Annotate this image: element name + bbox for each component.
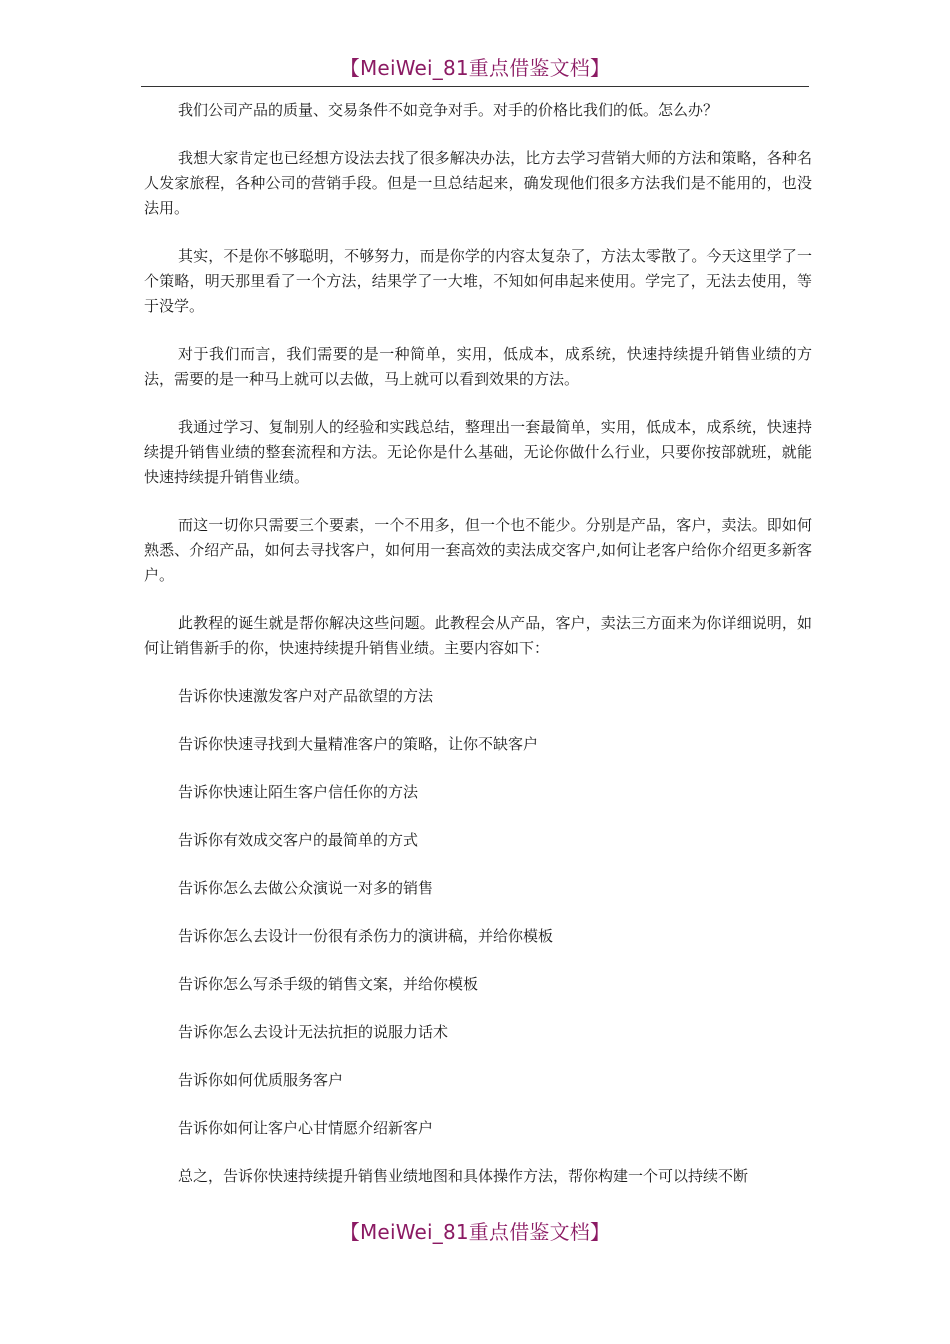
paragraph-5: 我通过学习、复制别人的经验和实践总结，整理出一套最简单，实用，低成本，成系统，快速持续提升销售业绩的整套流程和方法。无论你是什么基础，无论你做什么行业，只要你按部就班，就能快速持续提升销售业绩。 bbox=[144, 418, 812, 486]
list-item: 告诉你怎么写杀手级的销售文案，并给你模板 bbox=[178, 975, 479, 993]
paragraph-1: 我们公司产品的质量、交易条件不如竞争对手。对手的价格比我们的低。怎么办？ bbox=[178, 101, 719, 119]
list-item: 告诉你有效成交客户的最简单的方式 bbox=[178, 831, 419, 849]
header-rule bbox=[141, 86, 809, 87]
paragraph-7: 此教程的诞生就是帮你解决这些问题。此教程会从产品，客户，卖法三方面来为你详细说明，如何让销售新手的你，快速持续提升销售业绩。主要内容如下： bbox=[144, 614, 812, 657]
list-item: 告诉你如何让客户心甘情愿介绍新客户 bbox=[178, 1119, 434, 1137]
list-item: 告诉你怎么去设计一份很有杀伤力的演讲稿，并给你模板 bbox=[178, 927, 554, 945]
list-item: 告诉你快速让陌生客户信任你的方法 bbox=[178, 783, 419, 801]
list-item: 告诉你快速寻找到大量精准客户的策略，让你不缺客户 bbox=[178, 735, 539, 753]
list-item: 告诉你怎么去做公众演说一对多的销售 bbox=[178, 879, 434, 897]
paragraph-3: 其实，不是你不够聪明，不够努力，而是你学的内容太复杂了，方法太零散了。今天这里学了一个策略，明天那里看了一个方法，结果学了一大堆，不知如何串起来使用。学完了，无法去使用，等于没学。 bbox=[144, 247, 812, 315]
paragraph-6: 而这一切你只需要三个要素，一个不用多，但一个也不能少。分别是产品，客户，卖法。即如何熟悉、介绍产品，如何去寻找客户，如何用一套高效的卖法成交客户,如何让老客户给你介绍更多新客户。 bbox=[144, 516, 812, 584]
document-body bbox=[144, 98, 812, 1189]
page-footer: 【MeiWei_81重点借鉴文档】 bbox=[339, 1220, 611, 1244]
paragraph-2: 我想大家肯定也已经想方设法去找了很多解决办法，比方去学习营销大师的方法和策略，各种名人发家旅程，各种公司的营销手段。但是一旦总结起来，确发现他们很多方法我们是不能用的，也没法用。 bbox=[144, 149, 812, 217]
closing-paragraph: 总之，告诉你快速持续提升销售业绩地图和具体操作方法，帮你构建一个可以持续不断 bbox=[178, 1167, 749, 1185]
page-header: 【MeiWei_81重点借鉴文档】 bbox=[339, 56, 611, 80]
list-item: 告诉你快速激发客户对产品欲望的方法 bbox=[178, 687, 434, 705]
list-item: 告诉你如何优质服务客户 bbox=[178, 1071, 344, 1089]
paragraph-4: 对于我们而言，我们需要的是一种简单，实用，低成本，成系统，快速持续提升销售业绩的方法，需要的是一种马上就可以去做，马上就可以看到效果的方法。 bbox=[144, 345, 812, 388]
list-item: 告诉你怎么去设计无法抗拒的说服力话术 bbox=[178, 1023, 449, 1041]
